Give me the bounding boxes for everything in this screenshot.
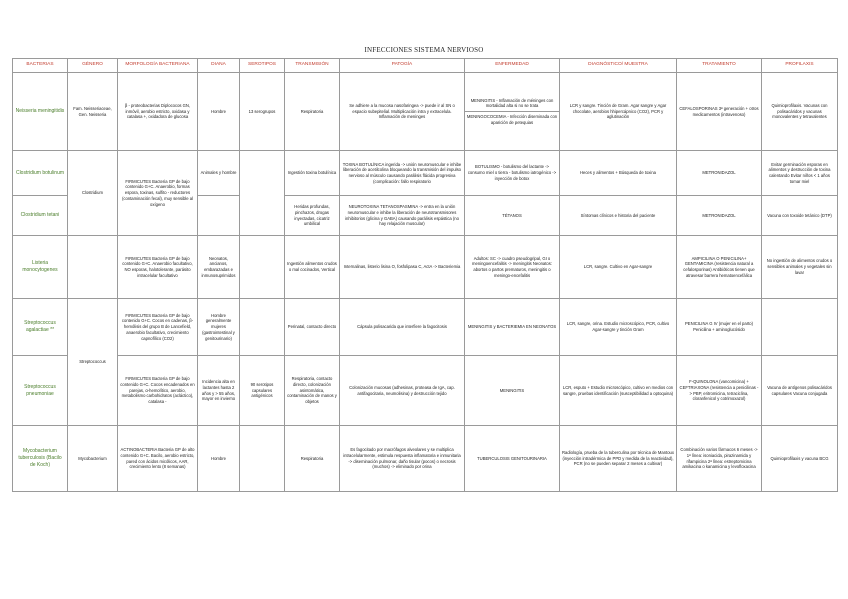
disease-meningococcemia: MENINGOCOCEMIA - Infección diseminada con aparición de petequias: [465, 111, 559, 125]
bacteria-cell: Listeria monocytogenes: [13, 236, 68, 299]
header-cell: DIANA: [198, 59, 240, 73]
serotypes-cell: [240, 426, 285, 492]
bacteria-cell: Clostridium botulinum: [13, 151, 68, 196]
prophylaxis-cell: Vacuna con toxoide tetánico (DTP): [762, 196, 838, 236]
bacteria-cell: Mycobacterium tuberculosis (Bacilo de Koch): [13, 426, 68, 492]
header-row: [13, 59, 838, 73]
diagnosis-cell: LCR, sangre, orina. Estudio microscópico, PCR, cultivo Agar-sangre y tinción Gram: [560, 299, 677, 356]
genus-cell: Streptococcus: [68, 299, 118, 426]
transmission-cell: Respiratoria: [285, 73, 340, 151]
transmission-cell: Respiratoria: [285, 426, 340, 492]
serotypes-cell: [240, 299, 285, 356]
pathogenesis-cell: Cápsula polisacarida que interfiere la fagocitosis: [340, 299, 465, 356]
transmission-cell: Respiratoria, contacto directo, colonización asintomática, contaminación de manos y objetos: [285, 356, 340, 426]
infections-table: [12, 58, 838, 492]
header-cell: PATOGÍA: [340, 59, 465, 73]
morphology-cell: β - proteobacterias Diplococos GN, inmóvil, aerobio estricto, oxidasa y catalasa +, oxidadora de glucosa: [118, 73, 198, 151]
diagnosis-cell: Radiología, prueba de la tuberculina por técnica de Mantoux (inyección intradérmica de PPD y medida de la reactividad), PCR (no se pueden separar 2 meses a cultivar): [560, 426, 677, 492]
page-title: INFECCIONES SISTEMA NERVIOSO: [364, 46, 484, 54]
header-cell: ENFERMEDAD: [465, 59, 560, 73]
genus-cell: Fam. Neisseriaceae, Gen. Neisseria: [68, 73, 118, 151]
transmission-cell: Ingestión alimentos crudos o mal cocinados, Vertical: [285, 236, 340, 299]
pathogenesis-cell: NEUROTOXINA TETANOSPASMINA -> entra en la unión neuromuscular e inhibe la liberación de neurotransmisores inhibitorios (glicina y GABA) causando parálisis espástica (no hay relajación muscular): [340, 196, 465, 236]
target-cell: Hombre: [198, 73, 240, 151]
header-cell: DIAGNÓSTICO/ MUESTRA: [560, 59, 677, 73]
prophylaxis-cell: Quimioprofilaxis. Vacunas con polisacáridos y vacunas monovalentes y tetravalentes: [762, 73, 838, 151]
treatment-cell: CEFALOSPORINAS 3ª generación + otros medicamentos (intravenoso): [677, 73, 762, 151]
header-cell: SEROTIPOS: [240, 59, 285, 73]
bacteria-cell: Neisseria meningitidis: [13, 73, 68, 151]
table-row: [13, 151, 838, 196]
treatment-cell: AMPICILINA O PENICILINA+ GENTAMICINA (resistencia natural a cefalosporinas) Antibióticos tienen que atravesar barrera hematoencefálica: [677, 236, 762, 299]
serotypes-cell: 90 serotipos capsulares antigénicos: [240, 356, 285, 426]
genus-cell: Mycobacterium: [68, 426, 118, 492]
diagnosis-cell: LCR y sangre. Tinción de Gram. Agar sangre y Agar chocolate, aerobios hhipercápnico (CO2), PCR y aglutinación: [560, 73, 677, 151]
pathogenesis-cell: Se adhiere a la mucosa nasofaringea -> puede ir al SN o espacio subepitelial. Multiplicación intra y extracelula. Inflamación de meninges: [340, 73, 465, 151]
transmission-cell: Ingestión toxina botulínica: [285, 151, 340, 196]
prophylaxis-cell: Evitar germinación esporas en alimentos y destrucción de toxina calentando Evitar niños < 1 años tomar miel: [762, 151, 838, 196]
target-cell: Hombre generalmente mujeres (gastrointestinal y genitourinario): [198, 299, 240, 356]
header-cell: TRANSMISIÓN: [285, 59, 340, 73]
bacteria-cell: Clostridium tetani: [13, 196, 68, 236]
serotypes-cell: 13 serogrupos: [240, 73, 285, 151]
prophylaxis-cell: [762, 299, 838, 356]
table-row: [13, 299, 838, 356]
morphology-cell: FIRMICUTES Bacteria GP de bajo contenido G+C. Anaerobio, formas espora, toxinas, sulfito - reductores (contaminación fecal), muy sensible al oxígeno: [118, 151, 198, 236]
header-cell: PROFILAXIS: [762, 59, 838, 73]
serotypes-cell: [240, 151, 285, 236]
disease-cell: TÉTANOS: [465, 196, 560, 236]
disease-meningitis: MENINGITIS - Inflamación de méninges con mortalidad alta si no se trata: [470, 97, 554, 109]
treatment-cell: METRONIDAZOL: [677, 151, 762, 196]
table-row: [13, 73, 838, 151]
header-cell: BACTERIAS: [13, 59, 68, 73]
pathogenesis-cell: TOXINA BOTULÍNICA ingerida -> unión neuromuscular e inhibe liberación de acetilcolina bloqueando la transmisión del impulso nervioso al músculo causando parálisis flácida progresiva (complicación: fallo respiratorio: [340, 151, 465, 196]
genus-cell: [68, 236, 118, 299]
pathogenesis-cell: Internalinas, listerio lisina O, fosfolipasa C, ActA -> Bacteriemia: [340, 236, 465, 299]
target-cell: Incidencia alta en lactantes hasta 2 años y > 55 años, mayor en invierno: [198, 356, 240, 426]
bacteria-cell: Streptococcus agalactiae **: [13, 299, 68, 356]
treatment-cell: METRONIDAZOL: [677, 196, 762, 236]
target-cell: Hombre: [198, 426, 240, 492]
morphology-cell: ACTINOBACTERIA Bacteria GP de alto contenido G+C. Bacilo, aerobio estricto, pared con ácidos micólicos, AAR, crecimiento lento (8 semanas): [118, 426, 198, 492]
table-row: [13, 236, 838, 299]
target-cell: [198, 196, 240, 236]
target-cell: Animales y hombre: [198, 151, 240, 196]
treatment-cell: Combinación varios fármacos 6 meses -> 1ª línea: isoniacida, pirazinamida y rifampicina 2ª línea: estreptomicina amikacina o kanamicina y levofloxacina: [677, 426, 762, 492]
disease-cell: TUBERCULOSIS GENITOURINARIA: [465, 426, 560, 492]
prophylaxis-cell: No ingestión de alimentos crudos o sensibles animales y vegetales sin lavar: [762, 236, 838, 299]
morphology-cell: FIRMICUTES Bacteria GP de bajo contenido G+C. Cocos encadenados en parejas, α-hemolítico, aerobio, metabolismo carbohidratos (acláctico), catalasa -: [118, 356, 198, 426]
disease-cell: MENINGITIS y BACTERIEMIA EN NEONATOS: [465, 299, 560, 356]
morphology-cell: FIRMICUTES Bacteria GP de bajo contenido G+C. Anaerobio facultativo, NO esporas, halotolerante, parásito intracelular facultativo: [118, 236, 198, 299]
target-cell: Neonatos, ancianos, embarazadas e inmunosuprimidos: [198, 236, 240, 299]
bacteria-cell: Streptococcus pneumoniae: [13, 356, 68, 426]
diagnosis-cell: Síntomas clínicos e historia del paciente: [560, 196, 677, 236]
disease-cell: [465, 73, 560, 151]
diagnosis-cell: LCR, sangre. Cultivo en Agar-sangre: [560, 236, 677, 299]
prophylaxis-cell: Quimioprofilaxis y vacuna BCG: [762, 426, 838, 492]
header-cell: GÉNERO: [68, 59, 118, 73]
genus-cell: Clostridium: [68, 151, 118, 236]
prophylaxis-cell: Vacuna de antígenos polisacáridos capsulares Vacuna conjugada: [762, 356, 838, 426]
disease-cell: MENINGITIS: [465, 356, 560, 426]
transmission-cell: Perinatal, contacto directo: [285, 299, 340, 356]
morphology-cell: FIRMICUTES Bacteria GP de bajo contenido G+C. Cocos en cadenas, β- hemólisis del grupo B de Lancefield, anaerobio facultativo, crecimiento capnofílico (CO2): [118, 299, 198, 356]
transmission-cell: Heridas profundas, pinchazos, drogas inyectadas, cicatriz umbilical: [285, 196, 340, 236]
treatment-cell: F-QUINOLONA (vancomicina) + CEFTRIAXONA (resistencia a penicilinas -> PBP, eritromicina, tetraciclina, cloranfenicol y cotrimoxazol): [677, 356, 762, 426]
table-row: [13, 356, 838, 426]
disease-cell: BOTULISMO - botulismo del lactante -> consumo miel o tierra - botulismo iatrogénico -> inyección de botox: [465, 151, 560, 196]
disease-cell: Adultos: SC -> cuadro pseudogripal, GI o meningoencefalitis -> meningitis Neonatos: abortos o partos prematuros, meningitis o meningo-encefalitis: [465, 236, 560, 299]
diagnosis-cell: LCR, esputo + Estudio microscópico, cultivo en medios con sangre, pruebas identificación (susceptibilidad a optoquina): [560, 356, 677, 426]
pathogenesis-cell: Colonización mucosas (adhesinas, proteasa de IgA, cap. antifagocitaria, neumolisina) y destrucción tejido: [340, 356, 465, 426]
header-cell: TRATAMIENTO: [677, 59, 762, 73]
table-row: [13, 426, 838, 492]
header-cell: MORFOLOGÍA BACTERIANA: [118, 59, 198, 73]
diagnosis-cell: Heces y alimentos + Búsqueda de toxina: [560, 151, 677, 196]
pathogenesis-cell: Es fagocitado por macrófagos alveolares y se multiplica intracelularmente, estimula respuesta inflamatoria e inmunitaria -> diseminación pulmonar, daño tisular (pocos) o necrosis (muchos) -> eliminado por orina: [340, 426, 465, 492]
treatment-cell: PENICILINA G IV (mujer en el parto) Penicilina + aminoglucósido: [677, 299, 762, 356]
serotypes-cell: [240, 236, 285, 299]
